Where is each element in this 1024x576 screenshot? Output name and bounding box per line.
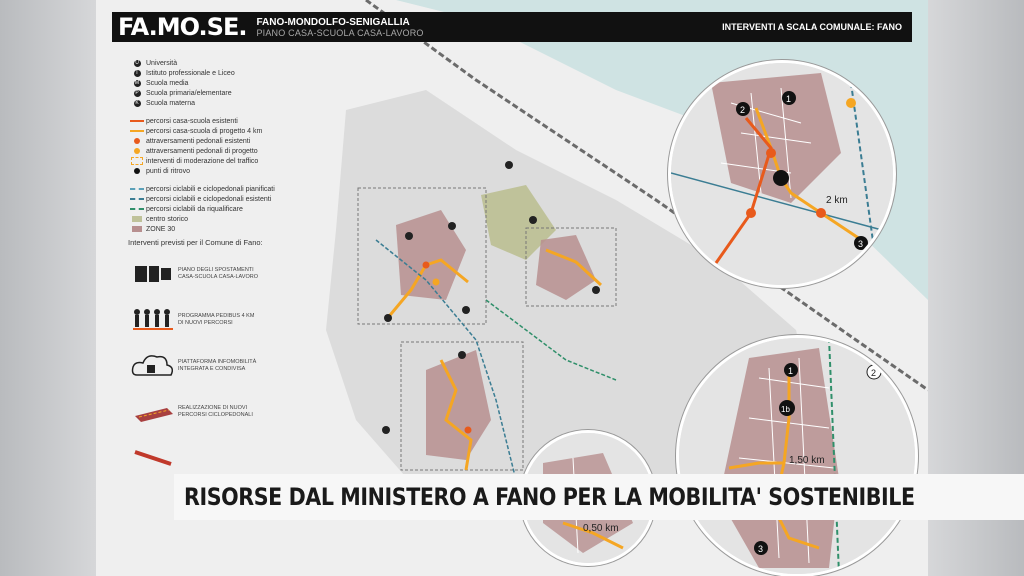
circle-marker-2 xyxy=(736,102,750,116)
pedestrians-icon xyxy=(128,304,178,336)
banner-headline: RISORSE DAL MINISTERO A FANO PER LA MOBILITA' SOSTENIBILE xyxy=(184,483,915,511)
map-crossing xyxy=(433,279,440,286)
route-existing-icon xyxy=(130,120,144,122)
legend-label: ZONE 30 xyxy=(146,225,176,233)
legend-label: Scuola primaria/elementare xyxy=(146,89,232,97)
program-text: PIATTAFORMA INFOMOBILITÀ INTEGRATA E CONDIVISA xyxy=(178,359,257,372)
legend-row xyxy=(128,68,318,78)
legend-label: Scuola media xyxy=(146,79,189,87)
distance-label: 0,50 km xyxy=(583,523,619,534)
legend-row xyxy=(128,156,318,166)
crossing-proposed-icon xyxy=(134,148,140,154)
legend-label: percorsi ciclabili da riqualificare xyxy=(146,205,243,213)
svg-text:3: 3 xyxy=(758,544,764,554)
svg-text:3: 3 xyxy=(858,239,864,249)
legend-label: attraversamenti pedonali esistenti xyxy=(146,137,251,145)
legend-row xyxy=(128,214,318,224)
legend-row xyxy=(128,204,318,214)
map-marker xyxy=(529,216,537,224)
cycle-existing-icon xyxy=(130,198,144,200)
map-crossing xyxy=(423,262,430,269)
legend-row xyxy=(128,136,318,146)
program-row xyxy=(128,251,318,297)
map-crossing xyxy=(465,427,472,434)
legend-row xyxy=(128,126,318,136)
map-marker xyxy=(592,286,600,294)
legend-row xyxy=(128,116,318,126)
legend-label: percorsi casa-scuola esistenti xyxy=(146,117,238,125)
svg-text:1b: 1b xyxy=(781,405,790,414)
map-marker xyxy=(462,306,470,314)
zoom-circle-1 xyxy=(668,60,896,288)
legend-label: percorsi casa-scuola di progetto 4 km xyxy=(146,127,263,135)
map-marker xyxy=(382,426,390,434)
program-row xyxy=(128,297,318,343)
zone30-icon xyxy=(132,226,142,232)
meeting-point-icon xyxy=(134,168,140,174)
cycle-requalify-icon xyxy=(130,208,144,210)
map-legend xyxy=(128,58,318,481)
circle-marker-2 xyxy=(867,365,881,379)
legend-row xyxy=(128,98,318,108)
legend-label: Scuola materna xyxy=(146,99,196,107)
program-row xyxy=(128,343,318,389)
middle-school-icon: M xyxy=(134,80,140,86)
distance-label: 1,50 km xyxy=(789,455,825,466)
svg-text:1: 1 xyxy=(788,366,794,376)
school-bus-icon xyxy=(128,258,178,290)
legend-row xyxy=(128,166,318,176)
circle-marker-1 xyxy=(784,363,798,377)
legend-label: percorsi ciclabili e ciclopedonali pianificati xyxy=(146,185,275,193)
legend-row xyxy=(128,184,318,194)
legend-label: punti di ritrovo xyxy=(146,167,190,175)
legend-label: interventi di moderazione del traffico xyxy=(146,157,259,165)
header-line1: FANO-MONDOLFO-SENIGALLIA xyxy=(256,16,410,28)
zoom-circle-2 xyxy=(676,335,918,576)
circle-marker-1b xyxy=(779,400,795,416)
university-icon: U xyxy=(135,60,139,66)
circle-marker-3 xyxy=(754,541,768,555)
historic-centre-icon xyxy=(132,216,142,222)
cycle-planned-icon xyxy=(130,188,144,190)
map-marker xyxy=(448,222,456,230)
svg-text:1: 1 xyxy=(786,94,792,104)
left-backdrop xyxy=(0,0,96,576)
map-marker xyxy=(384,314,392,322)
svg-text:2: 2 xyxy=(740,105,746,115)
program-text: PROGRAMMA PEDIBUS 4 KM DI NUOVI PERCORSI xyxy=(178,313,255,326)
header-subtitle xyxy=(256,17,423,38)
legend-row xyxy=(128,88,318,98)
legend-row xyxy=(128,78,318,88)
cloud-platform-icon xyxy=(128,350,178,382)
legend-row xyxy=(128,224,318,234)
banner-box xyxy=(174,474,1024,520)
brand-logo: FA.MO.SE. xyxy=(118,13,247,41)
cycle-path-icon xyxy=(128,396,178,428)
poster-header xyxy=(112,12,912,42)
map-marker xyxy=(458,351,466,359)
program-text: REALIZZAZIONE DI NUOVI PERCORSI CICLOPEDONALI xyxy=(178,405,253,418)
crossing-existing-icon xyxy=(134,138,140,144)
primary-school-icon: P xyxy=(135,90,139,96)
legend-label: centro storico xyxy=(146,215,189,223)
kindergarten-icon: K xyxy=(135,100,139,106)
legend-label: Università xyxy=(146,59,178,67)
header-right-title: INTERVENTI A SCALA COMUNALE: FANO xyxy=(722,22,902,32)
traffic-calming-icon xyxy=(131,157,143,165)
legend-row xyxy=(128,194,318,204)
program-text: PIANO DEGLI SPOSTAMENTI CASA-SCUOLA CASA-LAVORO xyxy=(178,267,258,280)
distance-label: 2 km xyxy=(826,195,848,206)
map-marker xyxy=(405,232,413,240)
map-marker xyxy=(505,161,513,169)
circle-marker-1 xyxy=(782,91,796,105)
route-proposed-icon xyxy=(130,130,144,132)
legend-row xyxy=(128,58,318,68)
svg-text:2: 2 xyxy=(871,368,877,378)
legend-label: Istituto professionale e Liceo xyxy=(146,69,235,77)
header-line2: PIANO CASA-SCUOLA CASA-LAVORO xyxy=(256,27,424,38)
program-row xyxy=(128,389,318,435)
programs-title: Interventi previsti per il Comune di Fano: xyxy=(128,238,263,247)
news-banner xyxy=(174,474,915,520)
high-school-icon: I xyxy=(134,70,141,77)
legend-label: percorsi ciclabili e ciclopedonali esistenti xyxy=(146,195,272,203)
legend-label: attraversamenti pedonali di progetto xyxy=(146,147,258,155)
bike-share-icon xyxy=(128,442,178,474)
legend-row xyxy=(128,146,318,156)
circle-marker-3 xyxy=(854,236,868,250)
